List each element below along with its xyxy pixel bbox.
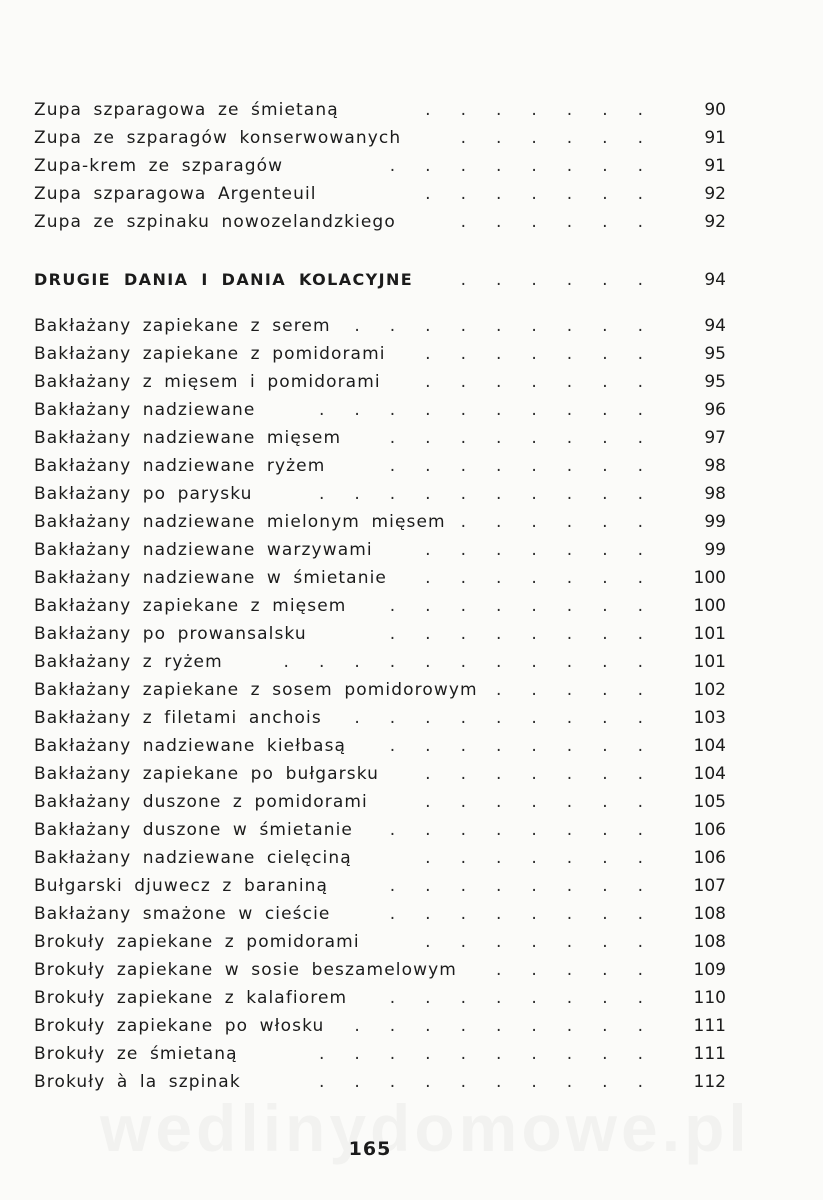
entry-title: Brokuły zapiekane z kalafiorem	[34, 988, 348, 1008]
entry-title: Bakłażany duszone w śmietanie	[34, 820, 353, 840]
dot-leader: ........	[389, 988, 673, 1008]
entry-title: Zupa szparagowa ze śmietaną	[34, 100, 339, 120]
dot-leader: ..........	[318, 1072, 673, 1092]
toc-entry	[0, 314, 823, 340]
entry-page: 98	[704, 456, 726, 476]
entry-title: Bakłażany zapiekane po bułgarsku	[34, 764, 380, 784]
dot-leader: ........	[389, 596, 673, 616]
dot-leader: ......	[460, 128, 673, 148]
dot-leader: .........	[354, 708, 673, 728]
toc-entry	[0, 398, 823, 424]
entry-title: Bakłażany zapiekane z pomidorami	[34, 344, 386, 364]
toc-entry	[0, 182, 823, 208]
entry-page: 95	[704, 344, 726, 364]
entry-page: 97	[704, 428, 726, 448]
toc-entry	[0, 1042, 823, 1068]
toc-entry	[0, 342, 823, 368]
toc-entry	[0, 706, 823, 732]
entry-page: 104	[693, 764, 726, 784]
entry-title: Brokuły zapiekane po włosku	[34, 1016, 325, 1036]
dot-leader: ........	[389, 820, 673, 840]
entry-title: Bakłażany z ryżem	[34, 652, 223, 672]
entry-page: 92	[704, 212, 726, 232]
dot-leader: .....	[495, 960, 673, 980]
entry-page: 112	[693, 1072, 726, 1092]
entry-title: Zupa szparagowa Argenteuil	[34, 184, 317, 204]
toc-entry	[0, 426, 823, 452]
dot-leader: ..........	[318, 400, 673, 420]
toc-entry	[0, 846, 823, 872]
dot-leader: ........	[389, 876, 673, 896]
dot-leader: .......	[425, 540, 673, 560]
entry-page: 101	[693, 652, 726, 672]
entry-page: 94	[704, 316, 726, 336]
toc-entry	[0, 482, 823, 508]
toc-entry	[0, 1014, 823, 1040]
entry-page: 95	[704, 372, 726, 392]
entry-page: 110	[693, 988, 726, 1008]
entry-title: Bakłażany nadziewane ryżem	[34, 456, 326, 476]
section-page: 94	[704, 270, 726, 290]
toc-entry	[0, 790, 823, 816]
dot-leader: .......	[425, 184, 673, 204]
entry-title: Bakłażany zapiekane z serem	[34, 316, 331, 336]
entry-page: 104	[693, 736, 726, 756]
toc-entry	[0, 986, 823, 1012]
toc-entry	[0, 678, 823, 704]
dot-leader: ...........	[283, 652, 673, 672]
toc-entry	[0, 370, 823, 396]
entry-title: Bakłażany nadziewane mięsem	[34, 428, 342, 448]
dot-leader: .......	[425, 792, 673, 812]
toc-entry	[0, 622, 823, 648]
dot-leader: .......	[425, 568, 673, 588]
entry-title: Bakłażany po prowansalsku	[34, 624, 307, 644]
entry-page: 96	[704, 400, 726, 420]
dot-leader: ..........	[318, 484, 673, 504]
entry-page: 103	[693, 708, 726, 728]
toc-entry	[0, 874, 823, 900]
toc-entry	[0, 958, 823, 984]
toc-entry	[0, 98, 823, 124]
entry-page: 91	[704, 156, 726, 176]
entry-title: Bakłażany nadziewane	[34, 400, 256, 420]
dot-leader: ........	[389, 456, 673, 476]
dot-leader: .........	[354, 316, 673, 336]
entry-title: Bakłażany nadziewane kiełbasą	[34, 736, 347, 756]
entry-page: 111	[693, 1044, 726, 1064]
entry-title: Bakłażany nadziewane cielęciną	[34, 848, 352, 868]
toc-entry	[0, 538, 823, 564]
entry-page: 100	[693, 596, 726, 616]
entry-page: 106	[693, 848, 726, 868]
entry-title: Bakłażany smażone w cieście	[34, 904, 331, 924]
toc-entry	[0, 454, 823, 480]
entry-title: Bakłażany z mięsem i pomidorami	[34, 372, 381, 392]
toc-entry	[0, 818, 823, 844]
entry-page: 107	[693, 876, 726, 896]
entry-page: 108	[693, 904, 726, 924]
entry-title: Bułgarski djuwecz z baraniną	[34, 876, 329, 896]
entry-page: 108	[693, 932, 726, 952]
entry-page: 106	[693, 820, 726, 840]
dot-leader: ........	[389, 156, 673, 176]
entry-title: Bakłażany nadziewane mielonym mięsem	[34, 512, 446, 532]
toc-entry	[0, 154, 823, 180]
entry-title: Bakłażany zapiekane z mięsem	[34, 596, 347, 616]
entry-title: Bakłażany nadziewane warzywami	[34, 540, 373, 560]
dot-leader: .......	[425, 100, 673, 120]
page-number: 165	[348, 1138, 392, 1160]
entry-title: Bakłażany po parysku	[34, 484, 253, 504]
entry-page: 91	[704, 128, 726, 148]
toc-entry	[0, 594, 823, 620]
entry-page: 102	[693, 680, 726, 700]
entry-page: 92	[704, 184, 726, 204]
section-title: DRUGIE DANIA I DANIA KOLACYJNE	[34, 270, 414, 289]
dot-leader: ........	[389, 904, 673, 924]
entry-page: 99	[704, 540, 726, 560]
toc-entry	[0, 902, 823, 928]
entry-title: Brokuły zapiekane w sosie beszamelowym	[34, 960, 457, 980]
toc-entry	[0, 930, 823, 956]
entry-page: 100	[693, 568, 726, 588]
entry-page: 101	[693, 624, 726, 644]
section-heading	[0, 268, 823, 294]
entry-page: 109	[693, 960, 726, 980]
toc-entry	[0, 510, 823, 536]
toc-entry	[0, 650, 823, 676]
entry-title: Bakłażany duszone z pomidorami	[34, 792, 368, 812]
entry-title: Bakłażany nadziewane w śmietanie	[34, 568, 387, 588]
dot-leader: .........	[354, 1016, 673, 1036]
entry-title: Zupa-krem ze szparagów	[34, 156, 284, 176]
entry-title: Zupa ze szparagów konserwowanych	[34, 128, 402, 148]
dot-leader: .......	[425, 848, 673, 868]
entry-page: 90	[704, 100, 726, 120]
entry-title: Brokuły à la szpinak	[34, 1072, 241, 1092]
entry-title: Bakłażany z filetami anchois	[34, 708, 322, 728]
entry-page: 111	[693, 1016, 726, 1036]
entry-page: 105	[693, 792, 726, 812]
dot-leader: ........	[389, 428, 673, 448]
toc-entry	[0, 566, 823, 592]
toc-entry	[0, 126, 823, 152]
dot-leader: ........	[389, 624, 673, 644]
entry-page: 98	[704, 484, 726, 504]
entry-title: Brokuły ze śmietaną	[34, 1044, 238, 1064]
dot-leader: ........	[389, 736, 673, 756]
dot-leader: ......	[460, 212, 673, 232]
entry-title: Zupa ze szpinaku nowozelandzkiego	[34, 212, 396, 232]
entry-title: Brokuły zapiekane z pomidorami	[34, 932, 360, 952]
dot-leader: ......	[460, 270, 673, 290]
dot-leader: .......	[425, 372, 673, 392]
dot-leader: .......	[425, 764, 673, 784]
dot-leader: .....	[495, 680, 673, 700]
entry-page: 99	[704, 512, 726, 532]
dot-leader: ..........	[318, 1044, 673, 1064]
toc-entry	[0, 210, 823, 236]
entry-title: Bakłażany zapiekane z sosem pomidorowym	[34, 680, 478, 700]
dot-leader: ......	[460, 512, 673, 532]
toc-entry	[0, 734, 823, 760]
toc-entry	[0, 762, 823, 788]
dot-leader: .......	[425, 344, 673, 364]
dot-leader: .......	[425, 932, 673, 952]
